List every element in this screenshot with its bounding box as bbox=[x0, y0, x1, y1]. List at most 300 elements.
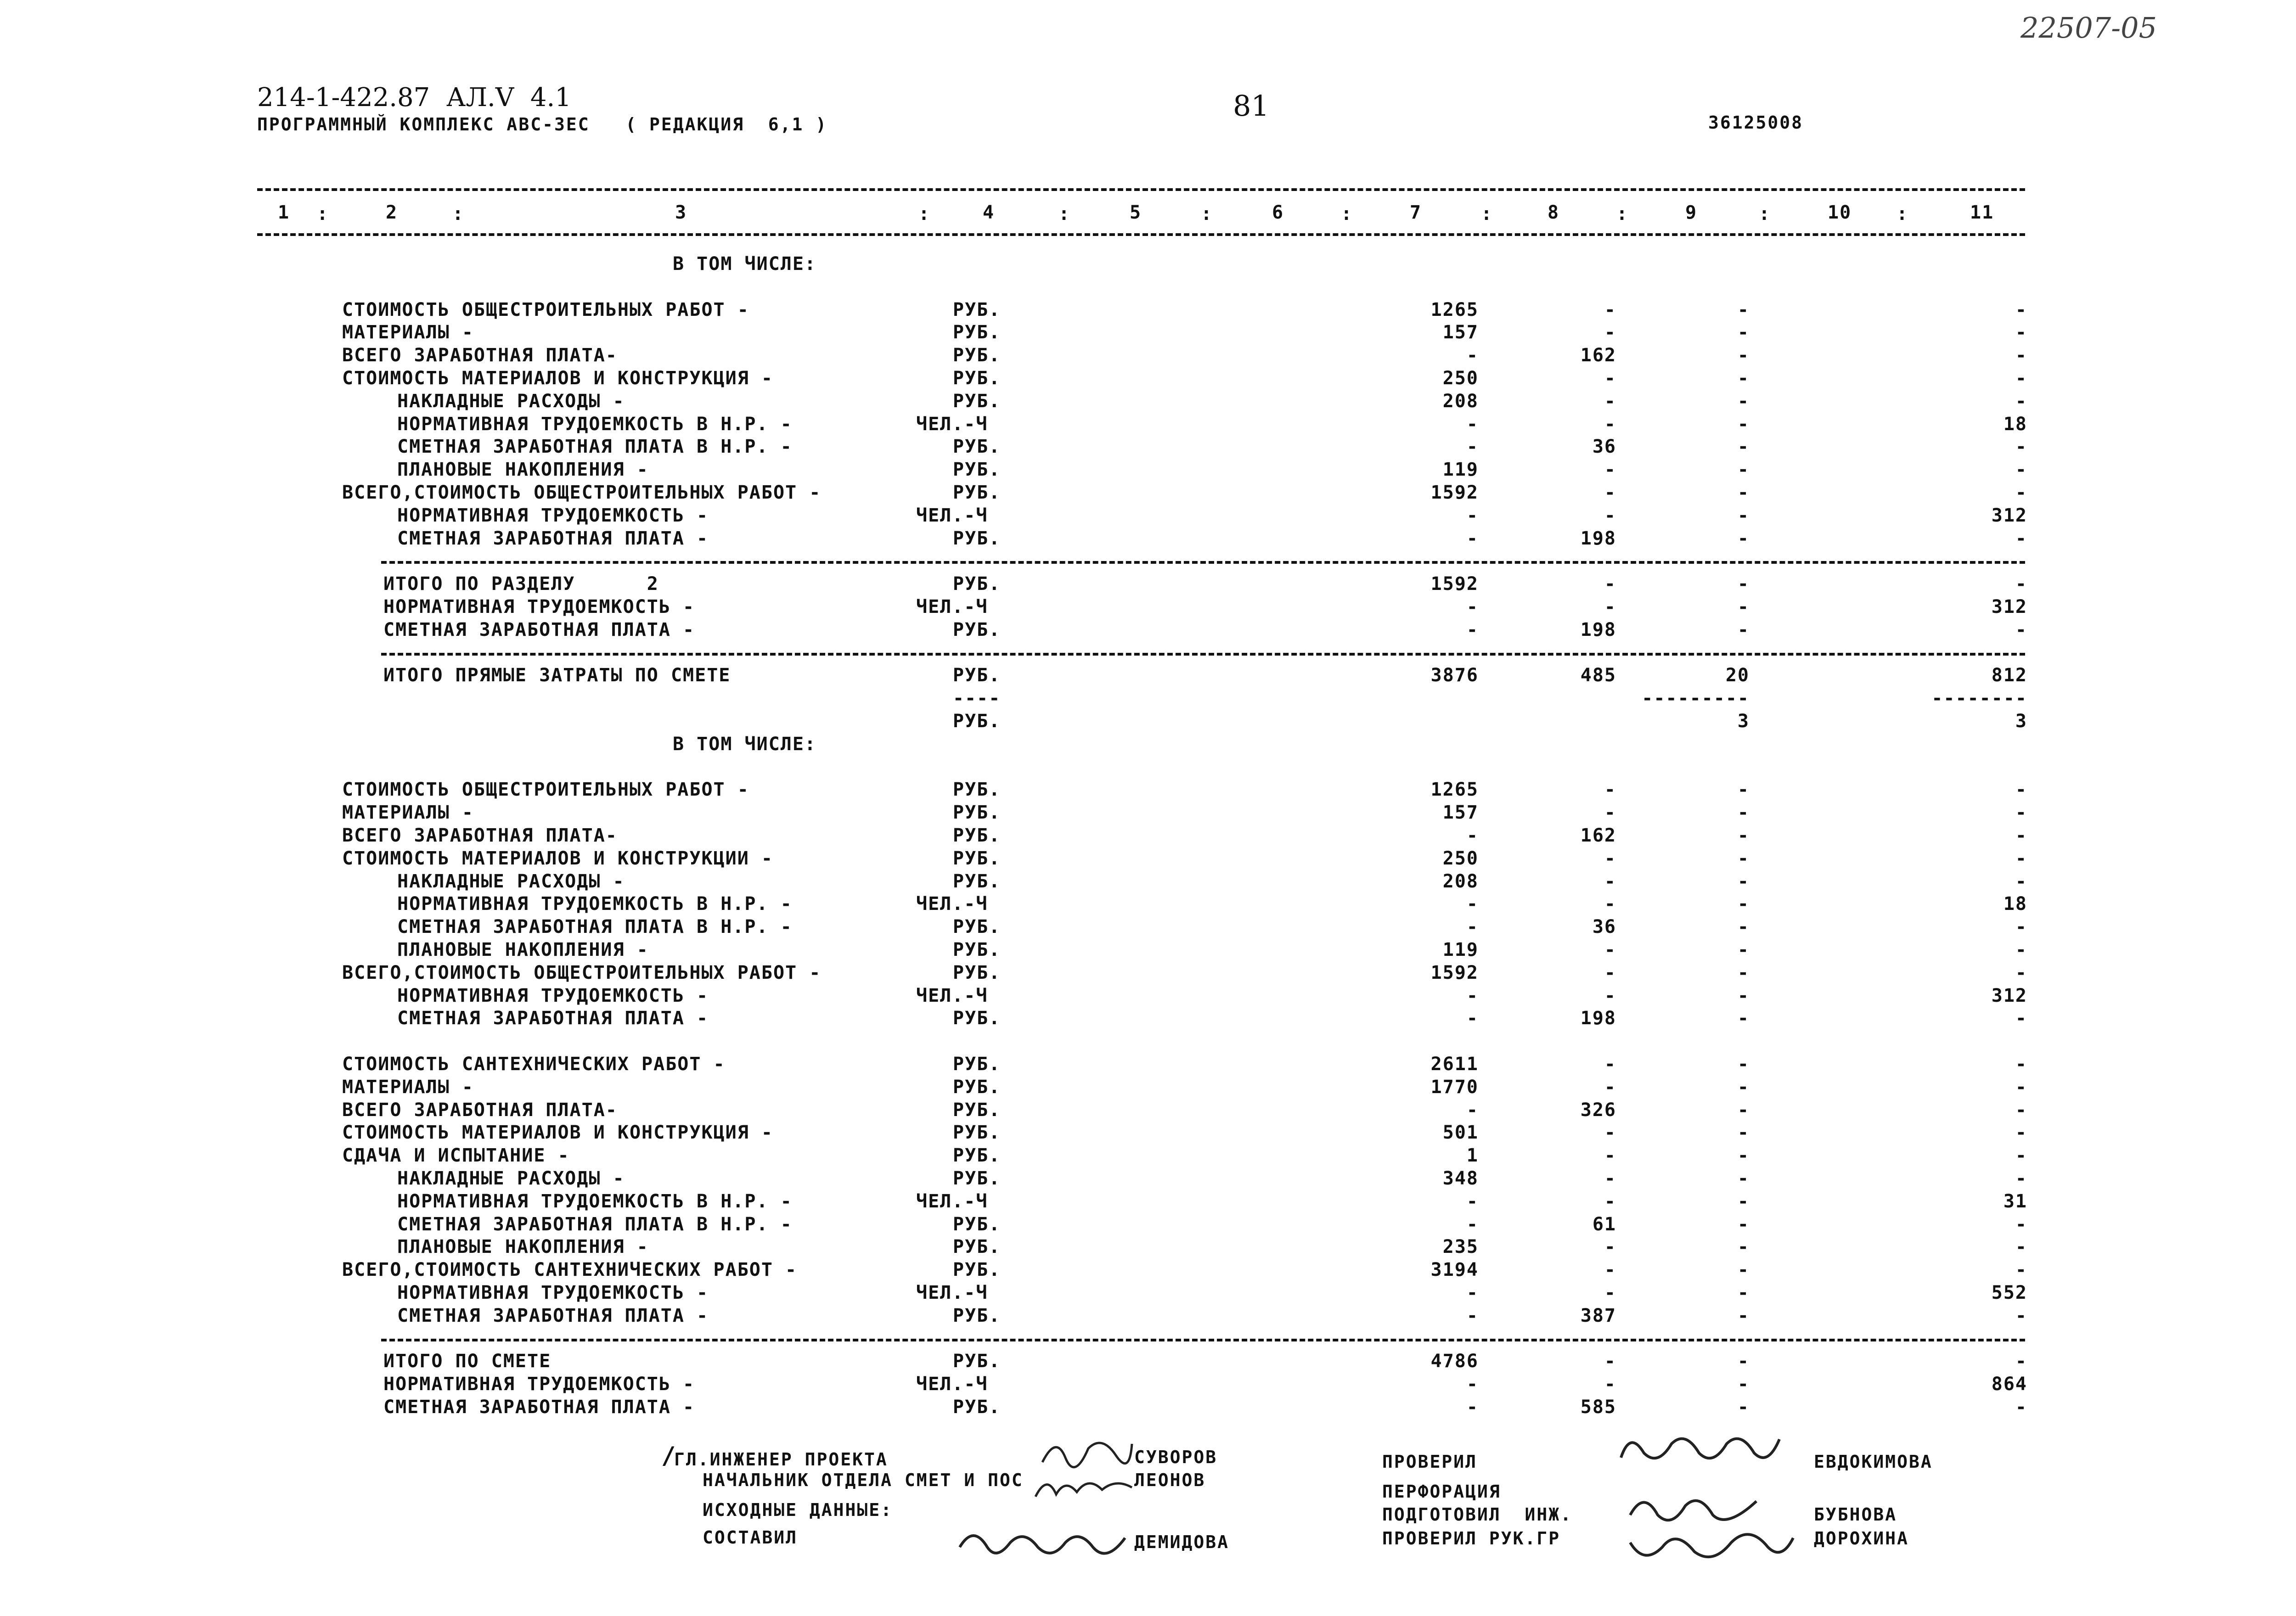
row-label: СМЕТНАЯ ЗАРАБОТНАЯ ПЛАТА В Н.Р. - bbox=[397, 1213, 793, 1235]
col8-value: - bbox=[1604, 1259, 1616, 1281]
col11-value: - bbox=[2015, 619, 2027, 640]
row-unit: РУБ. bbox=[953, 665, 1001, 686]
row-label: СМЕТНАЯ ЗАРАБОТНАЯ ПЛАТА В Н.Р. - bbox=[397, 436, 793, 458]
footer-dept-head-label: НАЧАЛЬНИК ОТДЕЛА СМЕТ И ПОС bbox=[703, 1470, 1024, 1490]
col11-value: - bbox=[2015, 322, 2027, 343]
col8-value: 162 bbox=[1580, 345, 1616, 366]
col7-value: 3876 bbox=[1430, 665, 1479, 686]
row-label: ВСЕГО,СТОИМОСТЬ ОБЩЕСТРОИТЕЛЬНЫХ РАБОТ - bbox=[342, 482, 822, 503]
footer-compiled-name: ДЕМИДОВА bbox=[1134, 1532, 1230, 1552]
signature-leonov bbox=[1033, 1469, 1134, 1506]
col9-value: - bbox=[1737, 459, 1750, 481]
col8-value: 61 bbox=[1592, 1213, 1616, 1235]
row-unit: РУБ. bbox=[953, 1145, 1001, 1167]
row-label: СТОИМОСТЬ МАТЕРИАЛОВ И КОНСТРУКЦИИ - bbox=[342, 847, 773, 869]
col8-value: - bbox=[1604, 322, 1616, 343]
col8-value: - bbox=[1604, 1190, 1616, 1212]
col9-value: - bbox=[1737, 619, 1750, 640]
col8-value: 36 bbox=[1592, 436, 1616, 458]
row-unit: РУБ. bbox=[953, 962, 1001, 983]
col7-value: - bbox=[1466, 345, 1479, 366]
row-unit: РУБ. bbox=[953, 802, 1001, 824]
col11-value: - bbox=[2015, 1076, 2027, 1098]
footer-chief-engineer-label: ГЛ.ИНЖЕНЕР ПРОЕКТА bbox=[674, 1449, 888, 1470]
col7-value: - bbox=[1466, 985, 1479, 1006]
col7-value: - bbox=[1466, 893, 1479, 915]
col7-value: - bbox=[1466, 1305, 1479, 1326]
col8-value: - bbox=[1604, 985, 1616, 1006]
row-unit: РУБ. bbox=[953, 436, 1001, 458]
col7-value: 4786 bbox=[1430, 1351, 1479, 1372]
row-unit: РУБ. bbox=[953, 1305, 1001, 1326]
row-label: СМЕТНАЯ ЗАРАБОТНАЯ ПЛАТА - bbox=[397, 1305, 709, 1326]
row-label: НОРМАТИВНАЯ ТРУДОЕМКОСТЬ - bbox=[397, 985, 709, 1006]
row-label: В ТОМ ЧИСЛЕ: bbox=[673, 253, 816, 275]
col9-value: - bbox=[1737, 1099, 1750, 1121]
column-header-10: 10 bbox=[1828, 202, 1852, 223]
col11-value: - bbox=[2015, 1145, 2027, 1167]
row-unit: РУБ. bbox=[953, 1351, 1001, 1372]
col7-value: - bbox=[1466, 527, 1479, 549]
col11-value: - bbox=[2015, 1008, 2027, 1029]
col7-value: 1592 bbox=[1430, 482, 1479, 503]
section-divider bbox=[381, 653, 2025, 656]
row-unit: ЧЕЛ.-Ч bbox=[916, 985, 988, 1006]
row-label: ВСЕГО,СТОИМОСТЬ САНТЕХНИЧЕСКИХ РАБОТ - bbox=[342, 1259, 798, 1281]
col8-value: 36 bbox=[1592, 916, 1616, 938]
col11-value: - bbox=[2015, 459, 2027, 481]
row-unit: ЧЕЛ.-Ч bbox=[916, 1374, 988, 1395]
col9-value: - bbox=[1737, 1168, 1750, 1189]
col11-value: - bbox=[2015, 527, 2027, 549]
col9-value: - bbox=[1737, 1374, 1750, 1395]
footer-chief-engineer-name: СУВОРОВ bbox=[1134, 1447, 1218, 1467]
col9-value: 3 bbox=[1737, 711, 1750, 732]
col9-value: - bbox=[1737, 1351, 1750, 1372]
row-unit: ЧЕЛ.-Ч bbox=[916, 1282, 988, 1303]
col11-value: 3 bbox=[2015, 711, 2027, 732]
row-label: НАКЛАДНЫЕ РАСХОДЫ - bbox=[397, 390, 625, 412]
col11-value: 812 bbox=[1991, 665, 2027, 686]
col9-value: - bbox=[1737, 985, 1750, 1006]
col7-value: 1265 bbox=[1430, 779, 1479, 801]
footer-checked-name: ЕВДОКИМОВА bbox=[1814, 1452, 1933, 1472]
row-label: СТОИМОСТЬ ОБЩЕСТРОИТЕЛЬНЫХ РАБОТ - bbox=[342, 299, 749, 320]
row-label: НОРМАТИВНАЯ ТРУДОЕМКОСТЬ В Н.Р. - bbox=[397, 413, 793, 435]
row-label: СТОИМОСТЬ МАТЕРИАЛОВ И КОНСТРУКЦИЯ - bbox=[342, 368, 773, 389]
row-label: ВСЕГО,СТОИМОСТЬ ОБЩЕСТРОИТЕЛЬНЫХ РАБОТ - bbox=[342, 962, 822, 983]
row-label: НОРМАТИВНАЯ ТРУДОЕМКОСТЬ - bbox=[397, 1282, 709, 1303]
col11-value: - bbox=[2015, 1259, 2027, 1281]
column-separator: : bbox=[1616, 203, 1629, 224]
column-header-7: 7 bbox=[1410, 202, 1422, 223]
row-label: ВСЕГО ЗАРАБОТНАЯ ПЛАТА- bbox=[342, 1099, 618, 1121]
col11-value: - bbox=[2015, 870, 2027, 892]
col11-value: 864 bbox=[1991, 1374, 2027, 1395]
col7-value: 250 bbox=[1442, 847, 1479, 869]
col9-value: - bbox=[1737, 299, 1750, 320]
col7-value: 501 bbox=[1442, 1122, 1479, 1144]
row-label: СМЕТНАЯ ЗАРАБОТНАЯ ПЛАТА - bbox=[397, 1008, 709, 1029]
col9-value: - bbox=[1737, 1236, 1750, 1258]
col8-value: - bbox=[1604, 1236, 1616, 1258]
col9-value: - bbox=[1737, 825, 1750, 846]
row-label: НОРМАТИВНАЯ ТРУДОЕМКОСТЬ - bbox=[397, 505, 709, 526]
footer-group-lead-name: ДОРОХИНА bbox=[1814, 1528, 1909, 1549]
col7-value: 1 bbox=[1466, 1145, 1479, 1167]
row-label: МАТЕРИАЛЫ - bbox=[342, 1076, 474, 1098]
col7-value: 3194 bbox=[1430, 1259, 1479, 1281]
row-unit: РУБ. bbox=[953, 1099, 1001, 1121]
row-unit: РУБ. bbox=[953, 1122, 1001, 1144]
row-label: ПЛАНОВЫЕ НАКОПЛЕНИЯ - bbox=[397, 939, 649, 960]
column-header-2: 2 bbox=[386, 202, 398, 223]
col11-value: - bbox=[2015, 1351, 2027, 1372]
col8-value: - bbox=[1604, 1374, 1616, 1395]
col11-value: - bbox=[2015, 1305, 2027, 1326]
row-label: МАТЕРИАЛЫ - bbox=[342, 322, 474, 343]
column-separator: : bbox=[918, 203, 931, 224]
section-divider bbox=[381, 1339, 2025, 1341]
row-label: НОРМАТИВНАЯ ТРУДОЕМКОСТЬ - bbox=[383, 1374, 695, 1395]
col7-value: - bbox=[1466, 413, 1479, 435]
col7-value: 119 bbox=[1442, 459, 1479, 481]
col11-value: - bbox=[2015, 779, 2027, 801]
col8-value: - bbox=[1604, 368, 1616, 389]
row-label: ИТОГО ПРЯМЫЕ ЗАТРАТЫ ПО СМЕТЕ bbox=[383, 665, 731, 686]
signature-demidova bbox=[955, 1520, 1130, 1570]
col11-value: 18 bbox=[2003, 893, 2027, 915]
row-label: СТОИМОСТЬ ОБЩЕСТРОИТЕЛЬНЫХ РАБОТ - bbox=[342, 779, 749, 801]
col9-value: - bbox=[1737, 1008, 1750, 1029]
row-unit: РУБ. bbox=[953, 916, 1001, 938]
col7-value: - bbox=[1466, 1282, 1479, 1303]
col9-value: - bbox=[1737, 505, 1750, 526]
col9-value: - bbox=[1737, 1213, 1750, 1235]
col8-value: 198 bbox=[1580, 527, 1616, 549]
col8-value: - bbox=[1604, 413, 1616, 435]
row-unit: ЧЕЛ.-Ч bbox=[916, 1190, 988, 1212]
col8-value: - bbox=[1604, 870, 1616, 892]
col11-value: - bbox=[2015, 847, 2027, 869]
row-unit: РУБ. bbox=[953, 368, 1001, 389]
column-separator: : bbox=[1341, 203, 1353, 224]
row-unit: РУБ. bbox=[953, 299, 1001, 320]
footer-prepared-name: БУБНОВА bbox=[1814, 1504, 1897, 1525]
column-header-8: 8 bbox=[1548, 202, 1560, 223]
row-label: СТОИМОСТЬ САНТЕХНИЧЕСКИХ РАБОТ - bbox=[342, 1054, 726, 1075]
col9-value: - bbox=[1737, 436, 1750, 458]
row-label: СДАЧА И ИСПЫТАНИЕ - bbox=[342, 1145, 570, 1167]
col8-value: 198 bbox=[1580, 619, 1616, 640]
col9-value: --------- bbox=[1642, 688, 1750, 709]
col9-value: - bbox=[1737, 893, 1750, 915]
col8-value: - bbox=[1604, 482, 1616, 503]
row-label: НОРМАТИВНАЯ ТРУДОЕМКОСТЬ В Н.Р. - bbox=[397, 1190, 793, 1212]
row-unit: РУБ. bbox=[953, 1008, 1001, 1029]
col11-value: 18 bbox=[2003, 413, 2027, 435]
col11-value: 312 bbox=[1991, 596, 2027, 617]
row-label: СМЕТНАЯ ЗАРАБОТНАЯ ПЛАТА В Н.Р. - bbox=[397, 916, 793, 938]
col7-value: 348 bbox=[1442, 1168, 1479, 1189]
col7-value: - bbox=[1466, 619, 1479, 640]
row-unit: РУБ. bbox=[953, 1213, 1001, 1235]
corner-archive-number: 22507-05 bbox=[2020, 11, 2157, 45]
col8-value: - bbox=[1604, 1168, 1616, 1189]
row-unit: ---- bbox=[953, 688, 1001, 709]
col9-value: - bbox=[1737, 596, 1750, 617]
column-separator: : bbox=[317, 203, 329, 224]
row-label: НАКЛАДНЫЕ РАСХОДЫ - bbox=[397, 1168, 625, 1189]
col7-value: 2611 bbox=[1430, 1054, 1479, 1075]
program-line: ПРОГРАММНЫЙ КОМПЛЕКС АВС-3ЕС ( РЕДАКЦИЯ 6,1 ) bbox=[257, 114, 828, 135]
col11-value: - bbox=[2015, 436, 2027, 458]
col8-value: - bbox=[1604, 1054, 1616, 1075]
row-unit: РУБ. bbox=[953, 322, 1001, 343]
row-unit: РУБ. bbox=[953, 870, 1001, 892]
footer-perforation-label: ПЕРФОРАЦИЯ bbox=[1382, 1481, 1501, 1502]
row-label: ВСЕГО ЗАРАБОТНАЯ ПЛАТА- bbox=[342, 345, 618, 366]
col7-value: 157 bbox=[1442, 322, 1479, 343]
col8-value: 485 bbox=[1580, 665, 1616, 686]
col8-value: 198 bbox=[1580, 1008, 1616, 1029]
column-separator: : bbox=[1201, 203, 1213, 224]
column-separator: : bbox=[1481, 203, 1493, 224]
col11-value: 552 bbox=[1991, 1282, 2027, 1303]
col7-value: - bbox=[1466, 1008, 1479, 1029]
col9-value: - bbox=[1737, 1122, 1750, 1144]
header-rule-top bbox=[257, 188, 2025, 191]
col11-value: - bbox=[2015, 825, 2027, 846]
col9-value: - bbox=[1737, 1259, 1750, 1281]
row-unit: РУБ. bbox=[953, 1054, 1001, 1075]
col7-value: - bbox=[1466, 1397, 1479, 1418]
col7-value: - bbox=[1466, 916, 1479, 938]
col8-value: 585 bbox=[1580, 1397, 1616, 1418]
column-separator: : bbox=[452, 203, 465, 224]
col11-value: - bbox=[2015, 1122, 2027, 1144]
col9-value: - bbox=[1737, 1076, 1750, 1098]
col9-value: - bbox=[1737, 322, 1750, 343]
column-separator: : bbox=[1058, 203, 1071, 224]
column-header-1: 1 bbox=[278, 202, 290, 223]
col11-value: - bbox=[2015, 1168, 2027, 1189]
row-unit: РУБ. bbox=[953, 527, 1001, 549]
footer-group-lead-label: ПРОВЕРИЛ РУК.ГР bbox=[1382, 1528, 1561, 1549]
footer-source-data-label: ИСХОДНЫЕ ДАННЫЕ: bbox=[703, 1500, 893, 1520]
row-label: СТОИМОСТЬ МАТЕРИАЛОВ И КОНСТРУКЦИЯ - bbox=[342, 1122, 773, 1144]
col8-value: - bbox=[1604, 893, 1616, 915]
col9-value: - bbox=[1737, 527, 1750, 549]
row-unit: РУБ. bbox=[953, 1259, 1001, 1281]
row-unit: РУБ. bbox=[953, 939, 1001, 960]
col9-value: - bbox=[1737, 390, 1750, 412]
col8-value: - bbox=[1604, 596, 1616, 617]
col8-value: - bbox=[1604, 505, 1616, 526]
col8-value: 326 bbox=[1580, 1099, 1616, 1121]
row-unit: РУБ. bbox=[953, 779, 1001, 801]
col9-value: - bbox=[1737, 1190, 1750, 1212]
col7-value: - bbox=[1466, 1190, 1479, 1212]
footer-prepared-label: ПОДГОТОВИЛ ИНЖ. bbox=[1382, 1504, 1573, 1525]
col11-value: - bbox=[2015, 573, 2027, 595]
col11-value: 312 bbox=[1991, 985, 2027, 1006]
row-unit: РУБ. bbox=[953, 573, 1001, 595]
row-unit: ЧЕЛ.-Ч bbox=[916, 413, 988, 435]
col8-value: - bbox=[1604, 573, 1616, 595]
col7-value: 157 bbox=[1442, 802, 1479, 824]
col8-value: - bbox=[1604, 779, 1616, 801]
column-header-6: 6 bbox=[1272, 202, 1284, 223]
col11-value: - bbox=[2015, 390, 2027, 412]
col11-value: - bbox=[2015, 916, 2027, 938]
column-header-5: 5 bbox=[1130, 202, 1142, 223]
col11-value: - bbox=[2015, 299, 2027, 320]
col9-value: - bbox=[1737, 939, 1750, 960]
row-unit: РУБ. bbox=[953, 711, 1001, 732]
row-unit: РУБ. bbox=[953, 847, 1001, 869]
col9-value: - bbox=[1737, 573, 1750, 595]
row-label: СМЕТНАЯ ЗАРАБОТНАЯ ПЛАТА - bbox=[383, 1397, 695, 1418]
col7-value: 250 bbox=[1442, 368, 1479, 389]
row-label: НАКЛАДНЫЕ РАСХОДЫ - bbox=[397, 870, 625, 892]
row-label: НОРМАТИВНАЯ ТРУДОЕМКОСТЬ В Н.Р. - bbox=[397, 893, 793, 915]
col8-value: - bbox=[1604, 939, 1616, 960]
col9-value: - bbox=[1737, 802, 1750, 824]
col9-value: - bbox=[1737, 779, 1750, 801]
row-unit: ЧЕЛ.-Ч bbox=[916, 893, 988, 915]
footer-dept-head-name: ЛЕОНОВ bbox=[1134, 1470, 1206, 1490]
col9-value: - bbox=[1737, 962, 1750, 983]
row-unit: РУБ. bbox=[953, 1168, 1001, 1189]
row-unit: ЧЕЛ.-Ч bbox=[916, 596, 988, 617]
col7-value: 235 bbox=[1442, 1236, 1479, 1258]
row-unit: РУБ. bbox=[953, 1076, 1001, 1098]
col11-value: - bbox=[2015, 802, 2027, 824]
row-unit: РУБ. bbox=[953, 459, 1001, 481]
col7-value: - bbox=[1466, 505, 1479, 526]
col8-value: - bbox=[1604, 390, 1616, 412]
col11-value: - bbox=[2015, 962, 2027, 983]
row-label: СМЕТНАЯ ЗАРАБОТНАЯ ПЛАТА - bbox=[397, 527, 709, 549]
handwritten-code: 214-1-422.87 АЛ.V 4.1 bbox=[257, 83, 571, 112]
row-label: МАТЕРИАЛЫ - bbox=[342, 802, 474, 824]
col9-value: - bbox=[1737, 870, 1750, 892]
col11-value: - bbox=[2015, 1213, 2027, 1235]
row-label: ИТОГО ПО РАЗДЕЛУ 2 bbox=[383, 573, 659, 595]
col7-value: - bbox=[1466, 825, 1479, 846]
row-label: ПЛАНОВЫЕ НАКОПЛЕНИЯ - bbox=[397, 459, 649, 481]
row-label: ВСЕГО ЗАРАБОТНАЯ ПЛАТА- bbox=[342, 825, 618, 846]
column-header-9: 9 bbox=[1685, 202, 1698, 223]
document-id: 36125008 bbox=[1708, 112, 1804, 133]
footer-slash: / bbox=[661, 1442, 677, 1470]
footer-compiled-label: СОСТАВИЛ bbox=[703, 1527, 798, 1548]
col8-value: - bbox=[1604, 962, 1616, 983]
section-divider bbox=[381, 561, 2025, 564]
col8-value: - bbox=[1604, 802, 1616, 824]
col9-value: - bbox=[1737, 1282, 1750, 1303]
col9-value: - bbox=[1737, 482, 1750, 503]
row-unit: РУБ. bbox=[953, 345, 1001, 366]
col11-value: - bbox=[2015, 1397, 2027, 1418]
col9-value: - bbox=[1737, 413, 1750, 435]
row-unit: РУБ. bbox=[953, 825, 1001, 846]
col11-value: - bbox=[2015, 1054, 2027, 1075]
header-rule-bottom bbox=[257, 233, 2025, 236]
row-label: СМЕТНАЯ ЗАРАБОТНАЯ ПЛАТА - bbox=[383, 619, 695, 640]
row-label: ИТОГО ПО СМЕТЕ bbox=[383, 1351, 551, 1372]
col8-value: - bbox=[1604, 1076, 1616, 1098]
col11-value: 312 bbox=[1991, 505, 2027, 526]
col8-value: - bbox=[1604, 459, 1616, 481]
column-header-4: 4 bbox=[983, 202, 995, 223]
col7-value: 1770 bbox=[1430, 1076, 1479, 1098]
row-label: В ТОМ ЧИСЛЕ: bbox=[673, 733, 816, 755]
col8-value: - bbox=[1604, 847, 1616, 869]
footer-checked-label: ПРОВЕРИЛ bbox=[1382, 1452, 1478, 1472]
column-header-3: 3 bbox=[675, 202, 687, 223]
col11-value: - bbox=[2015, 939, 2027, 960]
column-header-11: 11 bbox=[1970, 202, 1994, 223]
col11-value: - bbox=[2015, 1099, 2027, 1121]
col9-value: - bbox=[1737, 847, 1750, 869]
col9-value: - bbox=[1737, 916, 1750, 938]
col8-value: - bbox=[1604, 1351, 1616, 1372]
row-unit: РУБ. bbox=[953, 619, 1001, 640]
col7-value: 208 bbox=[1442, 870, 1479, 892]
col9-value: - bbox=[1737, 345, 1750, 366]
column-separator: : bbox=[1896, 203, 1909, 224]
col8-value: 162 bbox=[1580, 825, 1616, 846]
signature-dorokhina bbox=[1626, 1520, 1795, 1570]
column-separator: : bbox=[1759, 203, 1771, 224]
col7-value: 1592 bbox=[1430, 573, 1479, 595]
row-unit: ЧЕЛ.-Ч bbox=[916, 505, 988, 526]
col11-value: - bbox=[2015, 1236, 2027, 1258]
col9-value: - bbox=[1737, 1145, 1750, 1167]
col9-value: 20 bbox=[1725, 665, 1750, 686]
col11-value: 31 bbox=[2003, 1190, 2027, 1212]
col11-value: - bbox=[2015, 368, 2027, 389]
col11-value: -------- bbox=[1931, 688, 2027, 709]
row-label: НОРМАТИВНАЯ ТРУДОЕМКОСТЬ - bbox=[383, 596, 695, 617]
row-unit: РУБ. bbox=[953, 1397, 1001, 1418]
col7-value: - bbox=[1466, 1374, 1479, 1395]
col7-value: 208 bbox=[1442, 390, 1479, 412]
col9-value: - bbox=[1737, 1054, 1750, 1075]
col8-value: - bbox=[1604, 1145, 1616, 1167]
col8-value: 387 bbox=[1580, 1305, 1616, 1326]
row-label: ПЛАНОВЫЕ НАКОПЛЕНИЯ - bbox=[397, 1236, 649, 1258]
col8-value: - bbox=[1604, 1282, 1616, 1303]
signature-evdokimova bbox=[1616, 1425, 1782, 1476]
col11-value: - bbox=[2015, 345, 2027, 366]
col7-value: - bbox=[1466, 1099, 1479, 1121]
row-unit: РУБ. bbox=[953, 390, 1001, 412]
col7-value: - bbox=[1466, 1213, 1479, 1235]
row-unit: РУБ. bbox=[953, 1236, 1001, 1258]
col11-value: - bbox=[2015, 482, 2027, 503]
col7-value: 1265 bbox=[1430, 299, 1479, 320]
col7-value: 1592 bbox=[1430, 962, 1479, 983]
col9-value: - bbox=[1737, 1397, 1750, 1418]
col7-value: - bbox=[1466, 436, 1479, 458]
col7-value: - bbox=[1466, 596, 1479, 617]
col9-value: - bbox=[1737, 1305, 1750, 1326]
page-number: 81 bbox=[1233, 89, 1269, 123]
row-unit: РУБ. bbox=[953, 482, 1001, 503]
